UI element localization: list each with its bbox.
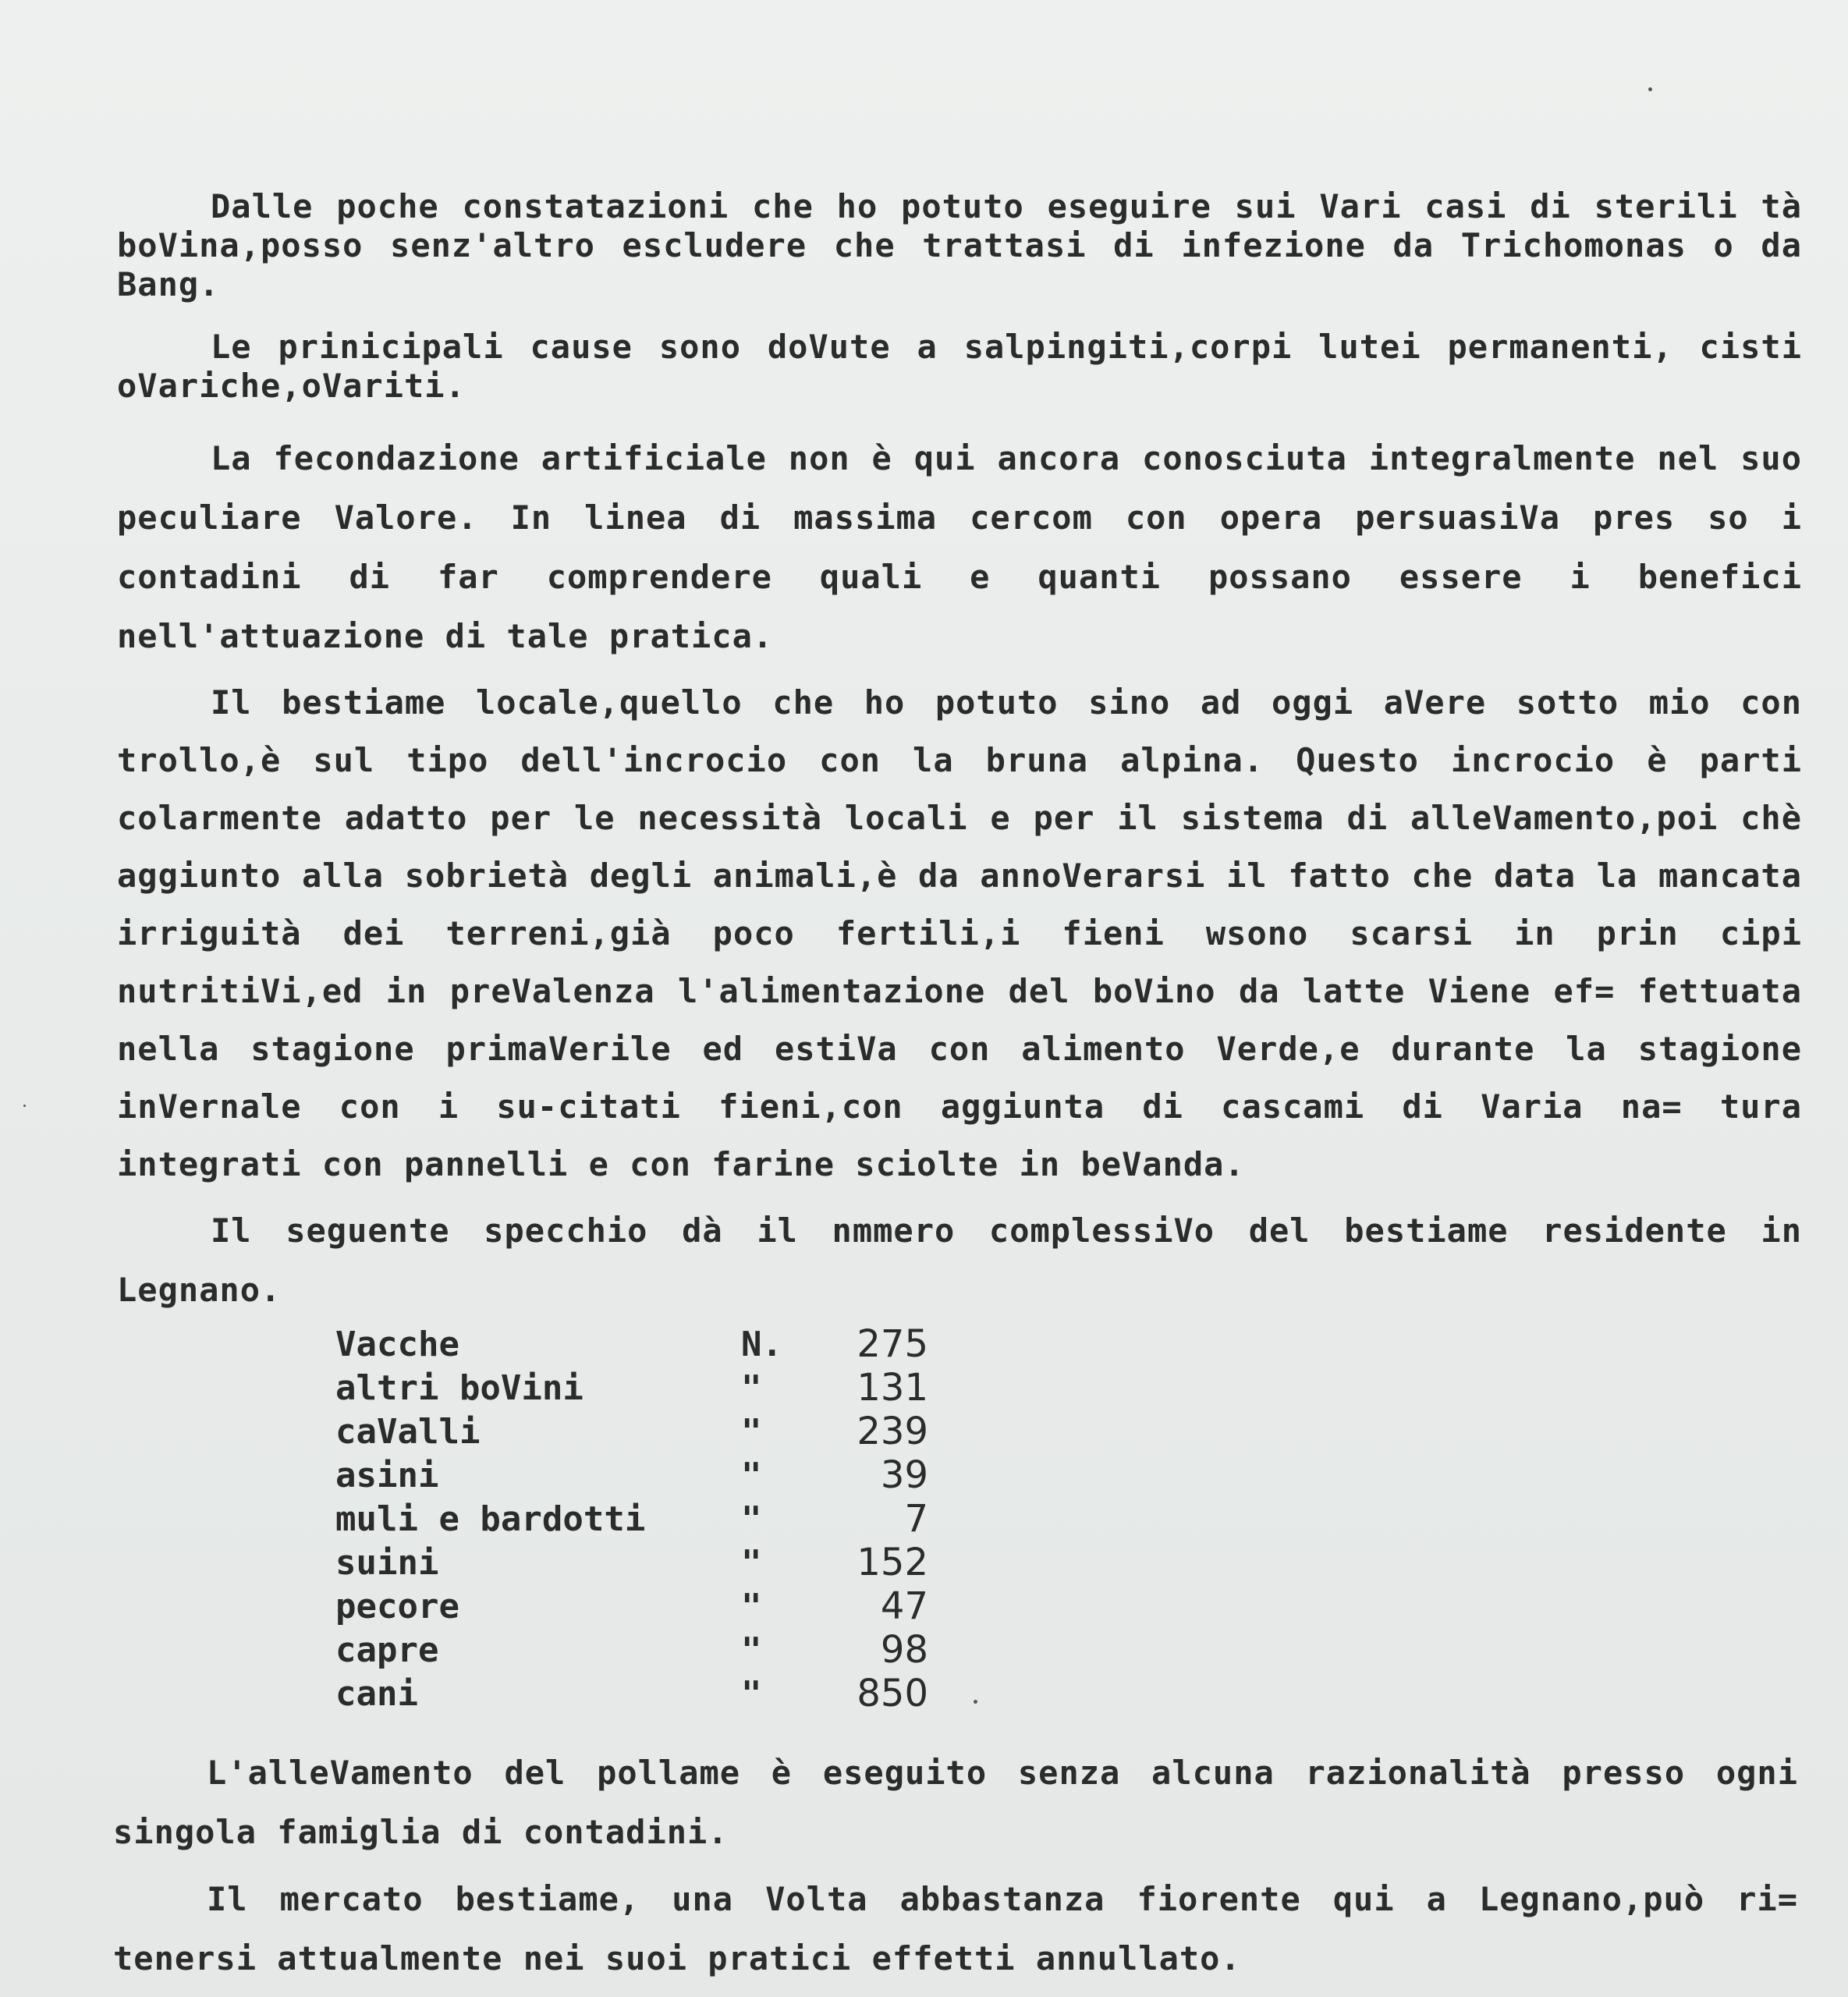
table-row	[335, 1453, 928, 1497]
animal-count: 98	[880, 1628, 928, 1672]
unit-mark: "	[741, 1630, 762, 1670]
animal-count: 131	[857, 1366, 928, 1410]
ink-speck	[974, 1700, 977, 1704]
unit-mark: "	[741, 1499, 762, 1539]
animal-count: 850	[857, 1672, 928, 1715]
animal-name: cani	[335, 1673, 418, 1714]
livestock-table	[335, 1322, 928, 1715]
table-row	[335, 1541, 928, 1584]
ink-speck	[1648, 87, 1652, 91]
unit-mark: "	[741, 1411, 762, 1452]
table-row	[335, 1672, 928, 1715]
unit-mark: "	[741, 1455, 762, 1495]
unit-mark: "	[741, 1367, 762, 1408]
animal-count: 7	[904, 1497, 928, 1541]
ink-speck	[23, 1105, 26, 1107]
animal-name: muli e bardotti	[335, 1499, 646, 1539]
unit-mark: N.	[741, 1324, 782, 1364]
paragraph-table-intro: Il seguente specchio dà il nmmero complessiVo del bestiame residente in Legnano.	[117, 1211, 1802, 1309]
animal-count: 239	[857, 1410, 928, 1453]
animal-count: 275	[857, 1322, 928, 1366]
paragraph-market: Il mercato bestiame, una Volta abbastanza fiorente qui a Legnano,può ri= tenersi attualmente nei suoi pratici effetti annullato.	[113, 1880, 1798, 1977]
animal-name: asini	[335, 1455, 439, 1495]
paragraph-poultry: L'alleVamento del pollame è eseguito senza alcuna razionalità presso ogni singola famiglia di contadini.	[113, 1754, 1798, 1851]
paragraph-sterility: Dalle poche constatazioni che ho potuto eseguire sui Vari casi di sterili tà boVina,posso senz'altro escludere che trattasi di infezione da Trichomonas o da Bang.	[117, 187, 1802, 303]
table-row	[335, 1584, 928, 1628]
animal-name: suini	[335, 1542, 439, 1583]
table-row	[335, 1497, 928, 1541]
animal-count: 47	[880, 1584, 928, 1628]
animal-name: pecore	[335, 1586, 459, 1626]
animal-name: caValli	[335, 1411, 481, 1452]
table-row	[335, 1410, 928, 1453]
animal-count: 152	[857, 1541, 928, 1584]
bottom-text-block	[113, 1743, 1798, 1988]
paragraph-artificial-insemination: La fecondazione artificiale non è qui ancora conosciuta integralmente nel suo peculiare Valore. In linea di massima cercom con opera persuasiVa pres so i contadini di far comprendere quali e quanti possano essere i benefici nell'attuazione di tale pratica.	[117, 439, 1802, 655]
unit-mark: "	[741, 1673, 762, 1714]
top-text-block	[117, 187, 1802, 1343]
paragraph-local-livestock: Il bestiame locale,quello che ho potuto sino ad oggi aVere sotto mio con trollo,è sul tipo dell'incrocio con la bruna alpina. Questo incrocio è parti colarmente adatto per le necessità locali e per il sistema di alleVamento,poi chè aggiunto alla sobrietà degli animali,è da annoVerarsi il fatto che data la mancata irriguità dei terreni,già poco fertili,i fieni wsono scarsi in prin cipi nutritiVi,ed in preValenza l'alimentazione del boVino da latte Viene ef= fettuata nella stagione primaVerile ed estiVa con alimento Verde,e durante la stagione inVernale con i su-citati fieni,con aggiunta di cascami di Varia na= tura integrati con pannelli e con farine sciolte in beVanda.	[117, 683, 1802, 1183]
paragraph-causes: Le prinicipali cause sono doVute a salpingiti,corpi lutei permanenti, cisti oVariche,oVariti.	[117, 328, 1802, 405]
table-row	[335, 1322, 928, 1366]
animal-name: capre	[335, 1630, 439, 1670]
animal-name: Vacche	[335, 1324, 459, 1364]
table-row	[335, 1628, 928, 1672]
table-row	[335, 1366, 928, 1410]
animal-name: altri boVini	[335, 1367, 583, 1408]
animal-count: 39	[880, 1453, 928, 1497]
unit-mark: "	[741, 1542, 762, 1583]
unit-mark: "	[741, 1586, 762, 1626]
